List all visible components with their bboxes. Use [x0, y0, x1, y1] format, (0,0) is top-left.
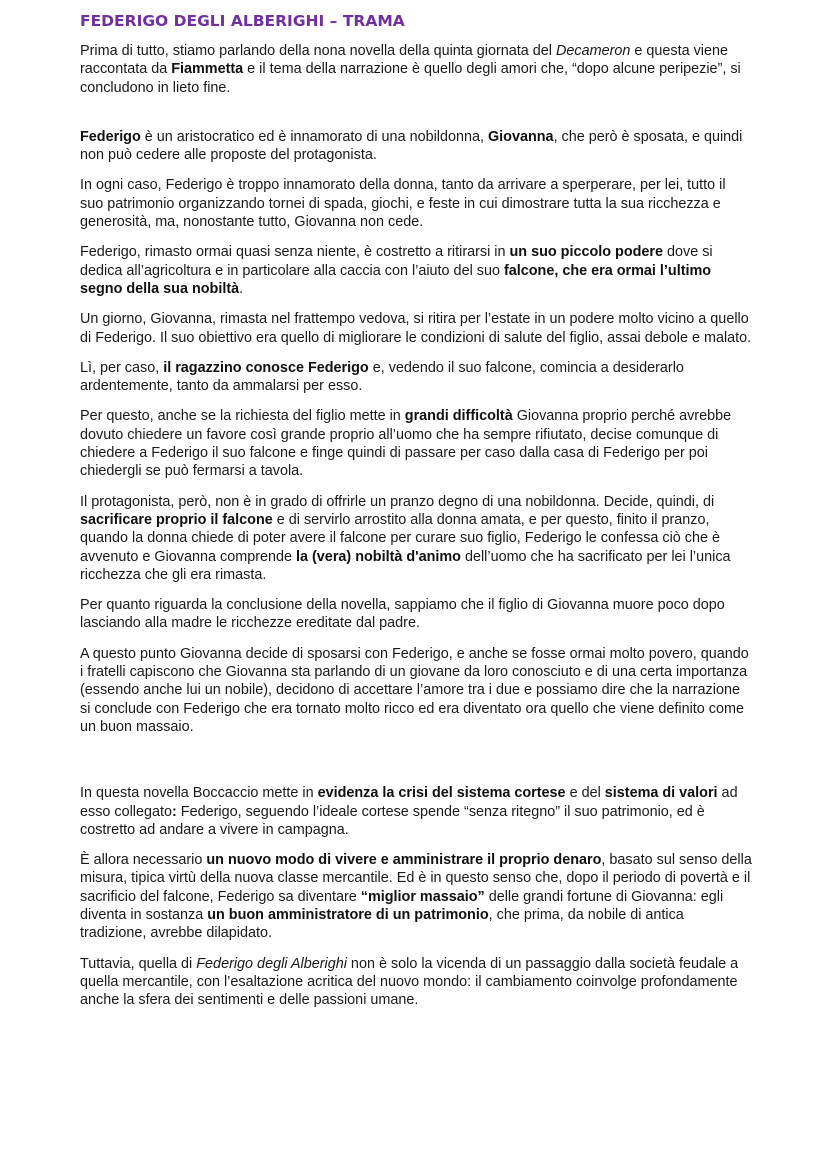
text-run: Federigo, seguendo l’ideale cortese spende “senza ritegno” il suo patrimonio, ed è costretto ad andare a vivere in campagna. [80, 803, 705, 838]
bold-run: sacrificare proprio il falcone [80, 511, 273, 528]
text-run: Il protagonista, però, non è in grado di offrirle un pranzo degno di una nobildonna. Decide, quindi, di [80, 493, 715, 510]
paragraph-matrimonio [80, 645, 752, 736]
text-run: dell’uomo che ha sacrificato per lei l’unica ricchezza che gli era rimasta. [80, 548, 731, 583]
bold-run: un nuovo modo di vivere e amministrare il proprio denaro [206, 852, 602, 869]
text-run: Lì, per caso, [80, 359, 164, 376]
italic-run: Decameron [556, 43, 631, 59]
text-run: e del [565, 785, 605, 802]
text-run: Federigo, rimasto ormai quasi senza niente, è costretto a ritirarsi in [80, 244, 510, 261]
paragraph-tuttavia [80, 955, 752, 1010]
bold-run: evidenza la crisi del sistema cortese [317, 785, 566, 802]
bold-run: Fiammetta [171, 61, 244, 78]
text-run: , che però è sposata, e quindi non può cedere alle proposte del protagonista. [80, 128, 743, 164]
text-run: e il tema della narrazione è quello degli amori che, “dopo alcune peripezie”, si concludono in lieto fine. [80, 61, 741, 96]
text-run: Tuttavia, quella di [80, 955, 197, 972]
italic-run: Federigo degli Alberighi [196, 955, 347, 972]
text-run: È allora necessario [80, 852, 207, 869]
text-run: In questa novella Boccaccio mette in [80, 785, 318, 802]
paragraph-federigo-giovanna [80, 128, 752, 165]
bold-run: un suo piccolo podere [509, 244, 664, 261]
paragraph-vedova [80, 310, 752, 347]
text-run: dove si dedica all’agricoltura e in particolare alla caccia con l’aiuto del suo [80, 244, 713, 279]
text-run: e questa viene raccontata da [80, 43, 728, 78]
text-run: Un giorno, Giovanna, rimasta nel frattempo vedova, si ritira per l’estate in un podere molto vicino a quello di Federigo. Il suo obiettivo era quello di migliorare le condizioni di salute del figlio, assai debole e malato. [80, 311, 752, 346]
paragraph-ragazzino [80, 359, 752, 396]
text-run: A questo punto Giovanna decide di sposarsi con Federigo, e anche se fosse ormai molto povero, quando i fratelli capiscono che Giovanna sta parlando di un giovane da loro conosciuto e di una certa importanza (essendo anche lui un nobile), decidono di accettare l’amore tra i due e possiamo dire che la narrazione si conclude con Federigo che era tornato molto ricco ed era diventato ora quello che viene definito come un buon massaio. [80, 645, 749, 735]
text-run: In ogni caso, Federigo è troppo innamorato della donna, tanto da arrivare a sperperare, per lei, tutto il suo patrimonio organizzando tornei di spada, giochi, e feste in cui dimostrare tutta la sua ricchezza e generosità, ma, nonostante tutto, Giovanna non cede. [80, 177, 726, 231]
text-run: Per quanto riguarda la conclusione della novella, sappiamo che il figlio di Giovanna muore poco dopo lasciando alla madre le ricchezze ereditate dal padre. [80, 597, 725, 632]
document-title: FEDERIGO DEGLI ALBERIGHI – TRAMA [80, 12, 405, 30]
bold-run: la (vera) nobiltà d'animo [296, 548, 461, 565]
paragraph-podere [80, 243, 752, 298]
text-run: è un aristocratico ed è innamorato di una nobildonna, [140, 128, 488, 145]
text-run: ad esso collegato [80, 785, 738, 820]
bold-run: grandi difficoltà [404, 408, 513, 425]
bold-run: falcone, che era ormai l’ultimo segno della sua nobiltà [80, 262, 712, 297]
bold-run: sistema di valori [604, 785, 718, 802]
paragraph-patrimonio [80, 176, 752, 231]
bold-run: Federigo [80, 128, 141, 145]
text-run: , che prima, da nobile di antica tradizione, avrebbe dilapidato. [80, 906, 684, 942]
bold-run: il ragazzino conosce Federigo [163, 359, 369, 376]
text-run: e di servirlo arrostito alla donna amata, e per questo, finito il pranzo, quando la donna chiede di poter avere il falcone per curare suo figlio, Federigo le confessa ciò che è avvenuto e Giovanna comprende [80, 511, 720, 565]
bold-run: un buon amministratore di un patrimonio [207, 906, 489, 923]
paragraph-conclusione [80, 596, 752, 633]
paragraph-nuovo-modo [80, 851, 752, 942]
text-run: , basato sul senso della misura, tipica virtù della nuova classe mercantile. Ed è in questo senso che, dopo il periodo di povertà e il sacrificio del falcone, Federigo sa diventare [80, 852, 752, 905]
text-run: Per questo, anche se la richiesta del figlio mette in [80, 408, 405, 425]
text-run: delle grandi fortune di Giovanna: egli diventa in sostanza [80, 888, 724, 923]
paragraph-sacrificio [80, 493, 752, 584]
bold-run: : [172, 803, 177, 820]
text-run: Giovanna proprio perché avrebbe dovuto chiedere un favore così grande proprio all’uomo che ha sempre rifiutato, decise comunque di chiedere a Federigo il suo falcone e finge quindi di passare per caso dalla casa di Federigo per poi chiedergli se può fermarsi a tavola. [80, 408, 732, 480]
bold-run: “miglior massaio” [360, 888, 485, 905]
bold-run: Giovanna [487, 128, 554, 145]
text-run: . [239, 280, 244, 297]
paragraph-intro [80, 42, 752, 97]
text-run: e, vedendo il suo falcone, comincia a desiderarlo ardentemente, tanto da ammalarsi per esso. [80, 359, 684, 395]
paragraph-richiesta [80, 407, 752, 480]
paragraph-crisi-cortese [80, 784, 752, 839]
document-page [80, 10, 752, 1021]
text-run: Prima di tutto, stiamo parlando della nona novella della quinta giornata del [80, 43, 556, 59]
text-run: non è solo la vicenda di un passaggio dalla società feudale a quella mercantile, con l’esaltazione acritica del nuovo mondo: il cambiamento coinvolge profondamente anche la sfera dei sentimenti e delle passioni umane. [80, 955, 739, 1009]
